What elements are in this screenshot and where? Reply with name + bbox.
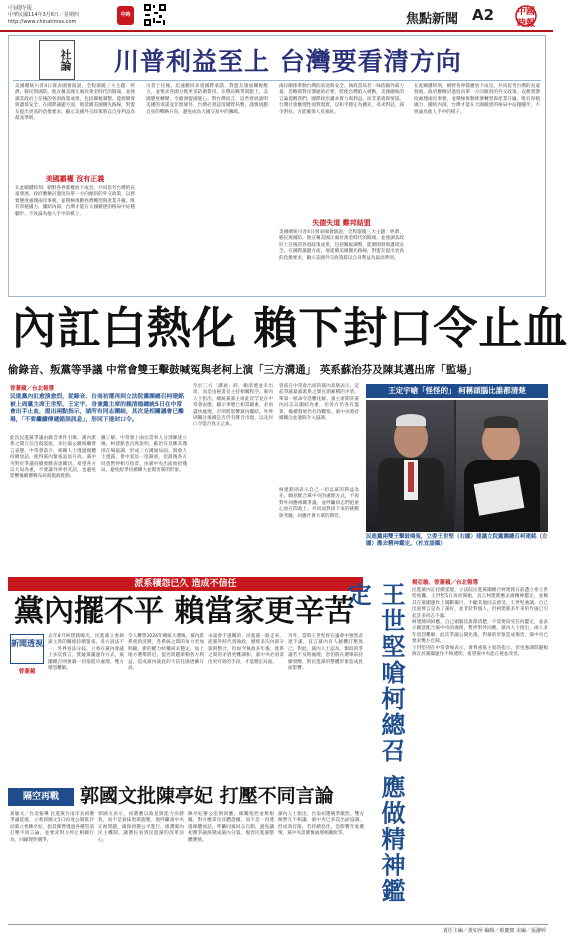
editorial-col-3: 兩岸關係牽動台灣的前途與安全。執政當局若一味依賴外部力量，忽略與對岸溝通的必要，將使台灣陷入被動。美國總統的言論提醒我們，國際政治講求實力與利益，而非道義與情誼。台灣社會應理性面對現實，以和平穩定為優先，尋求對話，減少對抗，方能確保人民福祉。 [279, 84, 404, 115]
editorial-column-tag: 社論 [39, 40, 75, 80]
editorial-subheading-2: 失德失道 難邦結盟 [312, 219, 371, 227]
photo-right-person [456, 400, 548, 532]
masthead-date: 中華民國114年3月6日／星期四 [8, 12, 79, 18]
sidebar-body: 民進黨內訌持續延燒，立法院民進黨團總召柯建銘日前遭立委王世堅炮轟，王世堅5日再度開砲，直言柯建銘應去做精神鑑定，並稱其在黨團運作上獨斷獨行，不顧其他同志感受。王世堅強調，自己出面發言是為了黨好，並非針對個人，但柯建銘多年來的作風已引起許多同志不滿。 柯建銘則回應，自己頭腦比誰都清楚，不需要接受任何鑑定，並表示願意配合黨中央的處理，暫停對外回應。黨內人士指出，兩人多年恩怨難解，此次爭議公開化後，對黨的形象造成傷害，黨中央已要求雙方自制。 王世堅則在中常會後表示，會尊重黨主席的指示，但也強調問題根源在於黨團運作不夠透明，希望黨中央能正視並改善。 [412, 588, 548, 658]
section2-banner: 派系積怨已久 造成不信任 [8, 577, 363, 591]
editorial-box [8, 35, 546, 297]
section3-headline: 郭國文批陳亭妃 打壓不同言論 [80, 785, 334, 807]
footer-credits: 責任主編／黃如萍 編輯／蔡慶寶 美編／張瀞婷 [442, 928, 546, 934]
svg-text:時報: 時報 [516, 19, 536, 29]
qr-code-icon [143, 3, 167, 27]
main-lead: 民進黨內訌愈演愈烈，從錄音、台南初選再到立法院黨團總召柯建銘被上周黨主席王世堅、王定宇、身兼黨主席的賴清德總統5日在中常會出手止血，提出兩點指示，請所有同志團結，其次是相關議會已離場，「不要繼續傳遞錯誤訊息」，形同下達封口令。 [10, 394, 184, 423]
section2-col-2: 令人難想2024年總統大選後，黨內派系重新洗牌，各系統之間的角力更加明顯。新的權力結構尚未穩定，加上地方選舉將近，提名問題牽動各方利益，造成黨內彼此的不信任感逐漸升高。 [128, 634, 205, 672]
editorial-col-2: 川普上任後，迅速撤回多項國際承諾，對盟友施加關稅壓力，並要求各國分擔更多防衛費用。在俄烏戰爭問題上，美國態度轉變，令歐洲盟國憂心。對台灣而言，這些發展說明美國的承諾並非無條件，台灣必須認清國際局勢，謹慎規劃自身的戰略方向，避免成為大國交易中的籌碼。 [146, 84, 268, 115]
section2-col-1: 去年8月柯建銘曝光，民進黨立委與黨主席的關係持續緊張，各方說法不一，外界看法分歧。立委在黨內會議上多次發言，質疑黨團運作方式，黨團總召則強調一切依程序處理，雙方積怨難解。 [48, 634, 124, 672]
main-headline: 內訌白熱化 賴下封口令止血 [12, 303, 568, 354]
editorial-subheading-1: 美國霸權 沒有正義 [45, 175, 105, 183]
svg-text:中國: 中國 [516, 7, 536, 17]
china-times-logo-icon [502, 2, 550, 30]
main-col-1: 此次民進黨爭議由錄音事件引爆，黨內派系之間互信出現裂痕，多位黨公職相繼發言表態。中常會前夕，相關人士透過媒體持續放話，使得黨內緊張氣氛升高。黨中央對於爭議持續發酵表達關切，希望各方以大局為重，不要讓外界看笑話，也避免影響後續選戰布局與施政推動。 [10, 436, 96, 480]
section3-col-1: 黃敏文／台北報導 民進黨台南市長初選爭議延燒，立委郭國文5日再度公開批評同黨立委陳亭妃，指其陣營透過各種管道打壓不同言論，並要求對方停止相關行為，回歸理性競爭。 [10, 812, 94, 843]
main-col-2: 據了解，中常會上兩位當事人分別陳述立場，柯建銘也出席說明，蘇治芬及陳其邁則在場協調，形成三方溝通局面。與會人士透露，會中氣氛一度凝重，但最後各方同意暫停相互指責，由黨中央出面收拾殘局，避免紛爭持續擴大並傷害黨的形象。 [101, 436, 187, 474]
sidebar-headline: 王世堅嗆柯總召 應做精神鑑定 [343, 582, 405, 905]
section3-col-4: 黨內人士指出，台南初選競爭激烈，雙方陣營互不相讓，黨中央已多次出面協調，但成效有限，若持續惡化，恐影響年底選情，黨中央需審慎處理相關紛爭。 [278, 812, 364, 837]
page-number: A2 [472, 6, 495, 24]
section3-label: 隔空再戰 [8, 788, 74, 806]
masthead-url: http://www.chinatimes.com [8, 19, 77, 25]
editorial-col-1b: 在此關鍵時刻，朝野各界都應放下成見，共同思考台灣的長遠發展。政府應檢討過度向單一方向傾斜的外交政策，以務實態度處理兩岸事務，並積極推動經濟轉型與產業升級。唯有厚植國力，團結內部，台灣才能在大國競逐的格局中站穩腳步，不致淪為他人手中的棋子。 [15, 186, 135, 217]
chinatimes-badge: 中時 [117, 6, 134, 25]
main-col-3: 至於三方「溝通」時，賴清德並未出席，而是由秘書長主持相關程序。黨內人士指出，總統兼黨主席此次罕見在中常會表態，顯示事態已相當嚴重，必須盡快處理，否則將影響黨內團結。外界則關注後續是否仍有雜音出現，以及封口令能否真正止血。 [193, 384, 273, 428]
sidebar-byline: 楊亞璇、曾薏蘋／台北報導 [412, 580, 479, 586]
photo-left-person [366, 400, 454, 532]
editorial-divider [13, 80, 541, 81]
photo-caption: 民進黨兩雙王擊鼓鳴冤，立委王世堅（右圖）建議立院黨團總召柯建銘（左圖）應去精神鑑定。（杜宜諳攝） [366, 534, 548, 547]
section2-col-4: 另外，當時王世堅曾在議會中強烈表達不滿，直言黨內有人藉機打壓異己。對此，黨內人士認為，類似的爭議若不及時處理，恐怕將在選舉前持續發酵，對民進黨的整體形象造成負面影響。 [288, 634, 363, 672]
news-analysis-label: 新聞透視 [10, 634, 44, 664]
photo-caption-banner: 王定宇嗆「怪怪的」 柯稱頭腦比誰都清楚 [366, 384, 548, 398]
main-byline: 曾薏蘋／台北報導 [10, 386, 55, 392]
masthead-paper-name: 中國時報 [8, 5, 33, 12]
section3-col-2: 郭國文表示，初選應以政見與能力決勝負，而不是靠抹黑與施壓，他呼籲黨中央正視問題，確保初選公平進行，維護黨內民主機制，讓選民看到民進黨的改革決心。 [98, 812, 184, 843]
section3-col-3: 陳亭妃辦公室則回應，相關指控並無根據，對方應拿出具體證據，而不是一再透過媒體放話，呼籲同黨同志自制，避免讓初選爭議演變成黨內分裂，傷害民進黨整體選情。 [188, 812, 274, 843]
main-col-4: 曾前在中常會出席的黨內高層表示，這起爭議暴露派系之間長期累積的矛盾，單靠一紙命令恐難化解。黨主席期許黨內同志以團結為重，但各方仍各有盤算，後續發展仍有待觀察，黨中央將持續關注並適時介入協調。 [279, 384, 359, 422]
editorial-title: 川普利益至上 台灣要看清方向 [114, 47, 462, 76]
news-photo [366, 400, 548, 532]
editorial-col-1: 美國總統川普4日發表國會演說，全程環繞三大主題：經濟、移民與國防。他宣稱美國正處於黃金時代的開端，並強調其政府上任後的各項政策成果，包括關稅調整、能源開發與邊境安全。在國際議題方面，他延續美國優先路線，對盟友提出更高的負擔要求，顯示美國外交政策將以自身利益為最高準則。 [15, 84, 135, 122]
header [0, 0, 553, 32]
editorial-col-4: 在此關鍵時刻，朝野各界都應放下成見，共同思考台灣的長遠發展。政府應檢討過度向單一方向傾斜的外交政策，以務實態度處理兩岸事務，並積極推動經濟轉型與產業升級。唯有厚植國力，團結內部，台灣才能在大國競逐的格局中站穩腳步，不致淪為他人手中的棋子。 [414, 84, 540, 115]
footer-rule [8, 924, 548, 925]
section2-byline: 曾薏蘋 [18, 669, 36, 675]
section2-headline: 黨內擺不平 賴當家更辛苦 [14, 594, 355, 629]
main-col-5: 柯建銘則表示自己一切以黨的利益為先，願意配合黨中央的處理方式，不再對外回應相關爭議，並呼籲同志們把重心放在問政上，共同面對接下來的挑戰與考驗，回應社會大眾的期待。 [279, 488, 359, 519]
editorial-col-3b: 美國總統川普4日發表國會演說，全程環繞三大主題：經濟、移民與國防。他宣稱美國正處於黃金時代的開端，並強調其政府上任後的各項政策成果，包括關稅調整、能源開發與邊境安全。在國際議題方面，他延續美國優先路線，對盟友提出更高的負擔要求，顯示美國外交政策將以自身利益為最高準則。 [279, 230, 404, 261]
main-subheadline: 偷錄音、叛黨等爭議 中常會雙王擊鼓喊冤與老柯上演「三方溝通」 英系蘇治芬及陳其邁出席「監場」 [8, 364, 478, 376]
section2-col-3: 永遠會不過關的，民進黨一路走來，從黨外時代到執政，歷經多次內部分裂與整合，但如今執政多年後，派系之間的矛盾更難調和，黨中央必須拿出更有效的手段，才能穩定局面。 [208, 634, 284, 665]
section-title: 焦點新聞 [406, 12, 459, 27]
